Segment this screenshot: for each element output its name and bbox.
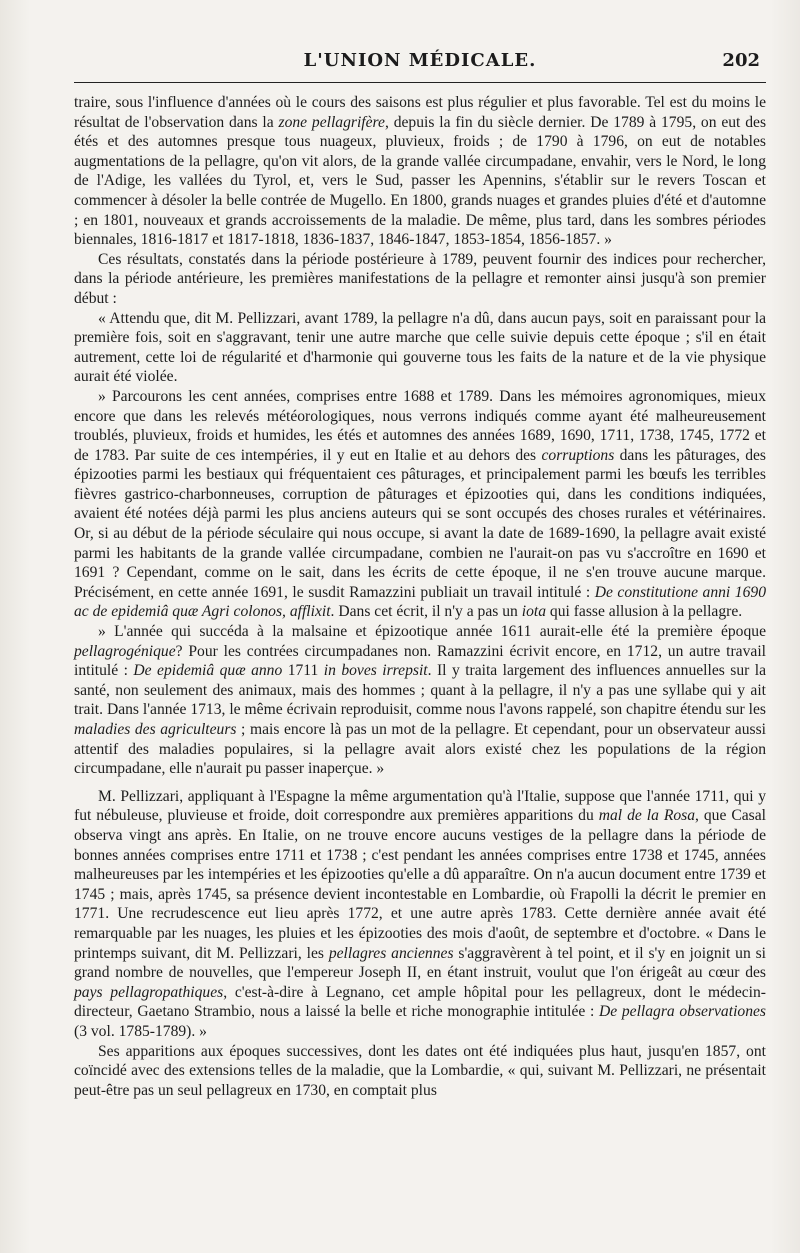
italic-text: zone pellagrifère	[278, 113, 385, 131]
text-run: . Il y traita largement des influences annuelles sur la santé, non seulement des animaux, mais des hommes ; quant à la pellagre, il n'y a pas une syllabe qui y ait trait. Dans l'année 1713, le même écrivain reproduisit, comme nous l'avons rappelé, son chapitre étendu sur les	[74, 662, 767, 719]
italic-text: De constitutione anni 1690 ac de epidemiâ quæ Agri colonos, afflixit	[74, 583, 766, 621]
italic-text: pays pellagropathiques	[74, 983, 224, 1001]
text-run: ; mais encore là pas un mot de la pellagre. Et cependant, pour un observateur aussi attentif des maladies populaires, si la pellagre avait alors existé chez les populations de la région circumpadane, elle n'aurait pu passer inaperçue. »	[74, 721, 766, 778]
paragraph	[74, 309, 766, 387]
paragraph	[74, 93, 766, 250]
text-run: 1711	[282, 662, 324, 680]
text-run: qui fasse allusion à la pellagre.	[546, 603, 743, 621]
text-run: traire, sous l'influence d'années où le cours des saisons est plus régulier et plus favorable. Tel est du moins le résultat de l'observation dans la	[74, 94, 766, 131]
italic-text: in boves irrepsit	[323, 662, 428, 680]
paragraph	[74, 387, 766, 622]
italic-text: De pellagra observationes	[599, 1003, 766, 1021]
running-title: L'UNION MÉDICALE.	[303, 50, 537, 71]
paragraph	[74, 1042, 766, 1101]
italic-text: pellagrogénique	[74, 642, 176, 660]
italic-text: iota	[521, 603, 546, 621]
page-header	[74, 50, 766, 80]
page-number: 202	[722, 50, 760, 71]
paragraph	[74, 250, 766, 309]
italic-text: mal de la Rosa	[598, 807, 696, 825]
italic-text: pellagres anciennes	[328, 944, 454, 962]
text-run: Ces résultats, constatés dans la période postérieure à 1789, peuvent fournir des indices pour rechercher, dans la période antérieure, les premières manifestations de la pellagre et remonter ainsi jusqu'à son premier début :	[74, 250, 766, 307]
text-run: , que Casal observa vingt ans après. En Italie, on ne trouve encore aucuns vestiges de la pellagre dans la période de bonnes années comprises entre 1711 et 1738 ; c'est pendant les années comprises entre 1738 et 1745, années malheureuses par les intempéries et les épizooties qu'elle a dû apparaître. On n'a aucun document entre 1739 et 1745 ; mais, après 1745, sa présence devient incontestable en Lombardie, où Frapolli la décrit le premier en 1771. Une recrudescence eut lieu après 1772, et une autre après 1783. Cette dernière année avait été remarquable par les nuages, les pluies et les épizooties des mois d'août, de septembre et d'octobre. « Dans le printemps suivant, dit M. Pellizzari, les	[74, 807, 766, 962]
header-rule	[74, 82, 766, 83]
text-run: « Attendu que, dit M. Pellizzari, avant 1789, la pellagre n'a dû, dans aucun pays, soit en paraissant pour la première fois, soit en s'aggravant, tenir une autre marche que celle suivie depuis cette époque ; s'il en était autrement, cette loi de régularité et d'harmonie qui gouverne tous les faits de la nature et de la vie physique aurait été violée.	[74, 309, 766, 386]
paragraph	[74, 787, 766, 1042]
italic-text: corruptions	[541, 446, 615, 464]
text-run: M. Pellizzari, appliquant à l'Espagne la même argumentation qu'à l'Italie, suppose que l'année 1711, qui y fut nébuleuse, pluvieuse et froide, doit correspondre aux premières apparitions du	[74, 787, 766, 825]
text-run: » Parcourons les cent années, comprises entre 1688 et 1789. Dans les mémoires agronomiques, mieux encore que dans les relevés météorologiques, nous verrons indiqués comme ayant été malheureusement troublés, pluvieux, froids et humides, les étés et automnes des années 1689, 1690, 1711, 1738, 1745, 1772 et de 1783. Par suite de ces intempéries, il y eut en Italie et au dehors des	[74, 387, 766, 464]
article-body	[74, 93, 766, 1100]
italic-text: De epidemiâ quæ anno	[133, 662, 283, 680]
text-run: » L'année qui succéda à la malsaine et épizootique année 1611 aurait-elle été la première époque	[98, 623, 766, 641]
text-run: , depuis la fin du siècle dernier. De 1789 à 1795, on eut des étés et des automnes presque tous nuageux, pluvieux, froids ; de 1790 à 1796, on eut de notables augmentations de la pellagre, qu'on vit alors, de la grande vallée circumpadane, envahir, vers le Nord, le long de l'Adige, les vallées du Tyrol, et, vers le Sud, passer les Apennins, s'établir sur le revers Toscan et commencer à désoler la belle contrée de Mugello. En 1800, grands nuages et grandes pluies d'été et d'automne ; en 1801, nouveaux et grands accroissements de la maladie. De même, plus tard, dans les sombres périodes biennales, 1816-1817 et 1817-1818, 1836-1837, 1846-1847, 1853-1854, 1856-1857. »	[74, 113, 767, 249]
text-run: s'aggravèrent à tel point, et il s'y en joignit un si grand nombre de nouvelles, que l'empereur Joseph II, en étant instruit, voulut que l'on érigeât au cœur des	[74, 944, 767, 982]
text-run: ? Pour les contrées circumpadanes non. Ramazzini écrivit encore, en 1712, un autre travail intitulé :	[74, 642, 766, 680]
paragraph	[74, 622, 766, 779]
text-run: Ses apparitions aux époques successives, dont les dates ont été indiquées plus haut, jusqu'en 1857, ont coïncidé avec des extensions telles de la maladie, que la Lombardie, « qui, suivant M. Pellizzari, ne présentait peut-être pas un seul pellagreux en 1730, en comptait plus	[74, 1042, 766, 1099]
text-run: (3 vol. 1785-1789). »	[74, 1022, 207, 1040]
italic-text: maladies des agriculteurs	[74, 721, 237, 738]
text-run: . Dans cet écrit, il n'y a pas un	[330, 603, 522, 621]
text-run: dans les pâturages, des épizooties parmi les bestiaux qui fréquentaient ces pâturages, et principalement parmi les bœufs les terribles fièvres gastrico-charbonneuses, corruption de pâturages et épizooties qui, dans les conditions indiquées, avaient été notées déjà parmi les plus anciens auteurs qui se sont occupés des choses rurales et vétérinaires. Or, si au début de la période séculaire qui nous occupe, si avant la date de 1689-1690, la pellagre avait existé parmi les habitants de la grande vallée circumpadane, combien ne l'aurait-on pas vu s'accroître en 1690 et 1691 ? Cependant, comme on le sait, dans les écrits de cette époque, il ne s'en trouve aucune marque. Précisément, en cette année 1691, le susdit Ramazzini publiait un travail intitulé :	[74, 446, 766, 601]
text-run: , c'est-à-dire à Legnano, cet ample hôpital pour les pellagreux, dont le médecin-directeur, Gaetano Strambio, nous a laissé la belle et riche monographie intitulée :	[74, 983, 766, 1021]
